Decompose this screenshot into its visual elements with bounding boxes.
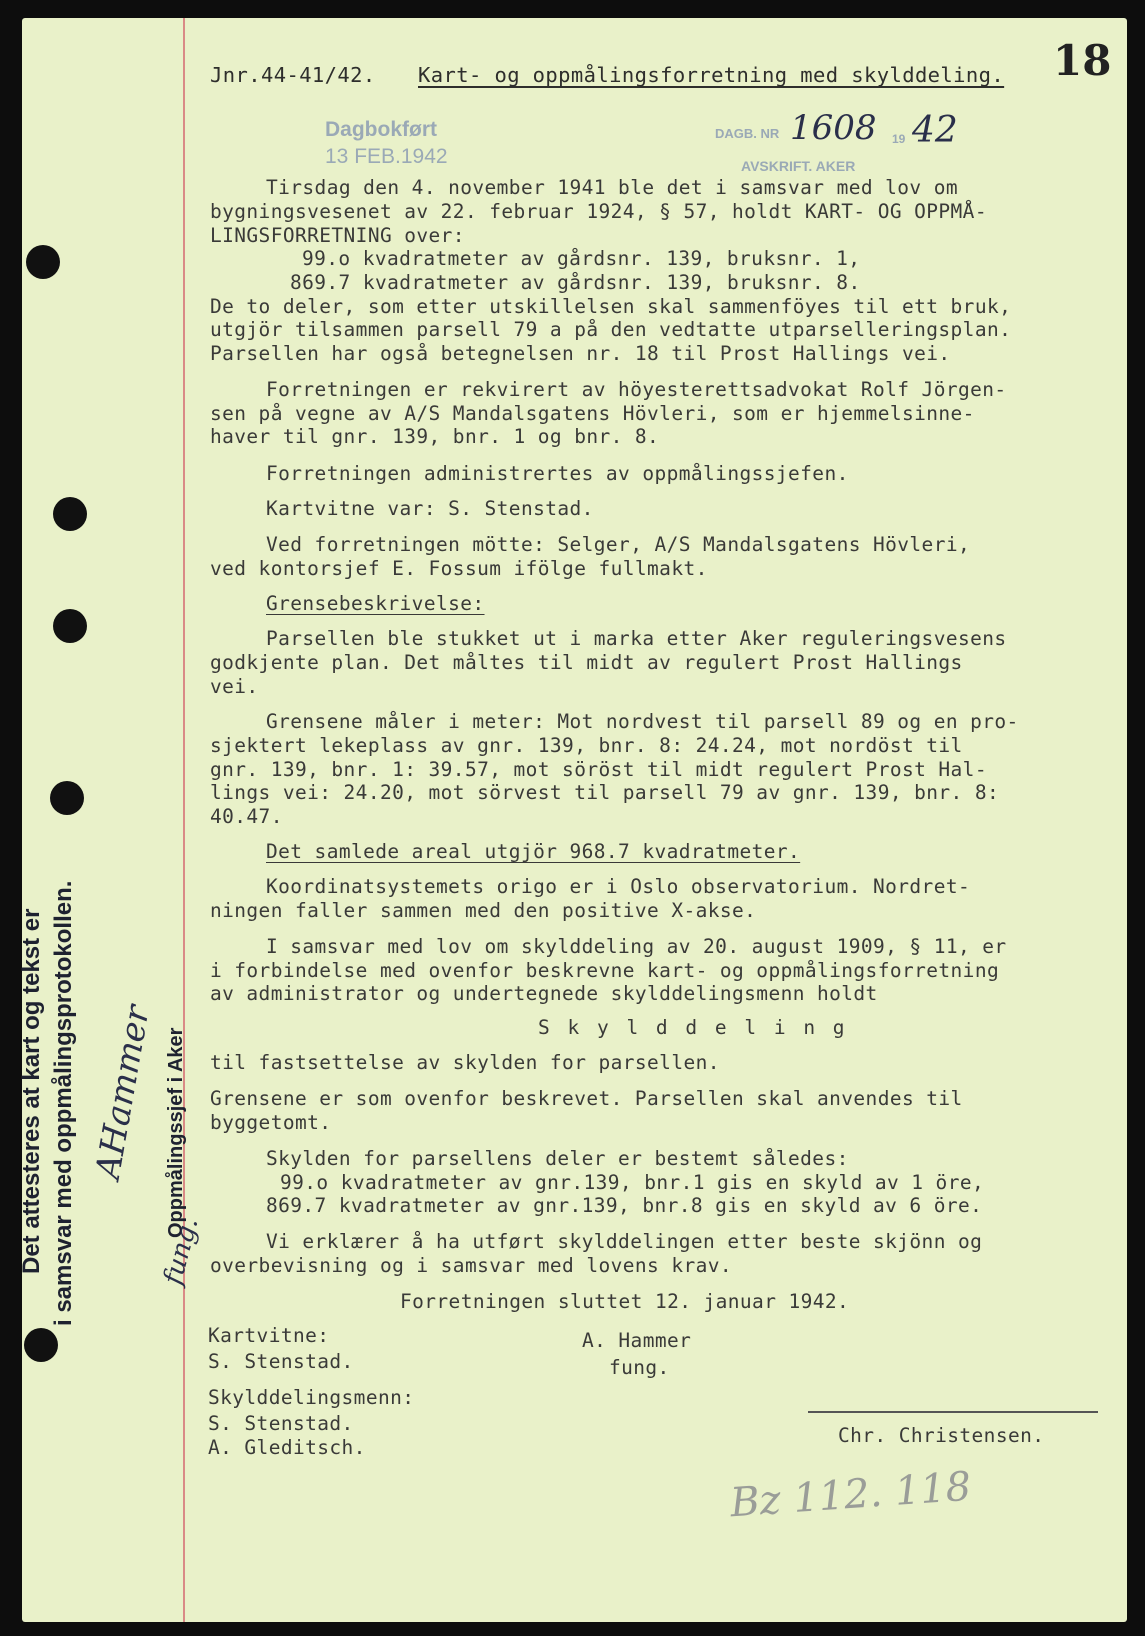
punch-hole bbox=[53, 497, 87, 531]
body-line: overbevisning og i samsvar med lovens krav. bbox=[210, 1254, 733, 1277]
body-line: Skylden for parsellens deler er bestemt således: bbox=[266, 1147, 849, 1170]
body-line: Kartvitne var: S. Stenstad. bbox=[266, 497, 594, 520]
body-line: lings vei: 24.20, mot sörvest til parsell 79 av gnr. 139, bnr. 8: bbox=[210, 781, 1000, 804]
journal-number: Jnr.44-41/42. bbox=[210, 63, 376, 87]
attestation-line-2: i samsvar med oppmålingsprotokollen. bbox=[50, 880, 77, 1326]
hammer-title: fung. bbox=[609, 1356, 670, 1379]
dagb-nr-handwritten: 1608 bbox=[790, 108, 877, 148]
body-line: LINGSFORRETNING over: bbox=[210, 224, 465, 247]
body-line: bygningsvesenet av 22. februar 1924, § 57, holdt KART- OG OPPMÅ- bbox=[210, 200, 987, 223]
dagb-year-label: 19 bbox=[892, 132, 906, 146]
dagb-nr-label: DAGB. NR bbox=[715, 126, 780, 141]
attestation-line-1: Det attesteres at kart og tekst er bbox=[18, 908, 45, 1274]
dagbokfort-date-stamp: 13 FEB.1942 bbox=[325, 145, 448, 168]
body-line: Tirsdag den 4. november 1941 ble det i samsvar med lov om bbox=[266, 176, 958, 199]
body-line: ved kontorsjef E. Fossum ifölge fullmakt. bbox=[210, 557, 708, 580]
skylddeling-heading: S k y l d d e l i n g bbox=[538, 1016, 848, 1039]
body-line: Parsellen ble stukket ut i marka etter Aker reguleringsvesens bbox=[266, 627, 1007, 650]
body-line: 869.7 kvadratmeter av gårdsnr. 139, bruksnr. 8. bbox=[290, 271, 861, 294]
body-line: Ved forretningen mötte: Selger, A/S Mandalsgatens Hövleri, bbox=[266, 533, 971, 556]
body-line: sjektert lekeplass av gnr. 139, bnr. 8: 24.24, mot nordöst til bbox=[210, 734, 963, 757]
body-line: I samsvar med lov om skylddeling av 20. august 1909, § 11, er bbox=[266, 935, 1007, 958]
area-total: Det samlede areal utgjör 968.7 kvadratmeter. bbox=[266, 840, 801, 863]
body-line: Koordinatsystemets origo er i Oslo observatorium. Nordret- bbox=[266, 875, 971, 898]
body-line: haver til gnr. 139, bnr. 1 og bnr. 8. bbox=[210, 425, 660, 448]
hammer-signature: A. Hammer bbox=[582, 1329, 692, 1352]
body-line: 869.7 kvadratmeter av gnr.139, bnr.8 gis en skyld av 6 öre. bbox=[266, 1194, 983, 1217]
kartvitne-label: Kartvitne: bbox=[208, 1324, 330, 1347]
body-line: utgjör tilsammen parsell 79 a på den vedtatte utparselleringsplan. bbox=[210, 318, 1012, 341]
margin-signature: AHammer bbox=[88, 1002, 158, 1182]
body-line: gnr. 139, bnr. 1: 39.57, mot söröst til midt regulert Prost Hal- bbox=[210, 758, 987, 781]
document-title: Kart- og oppmålingsforretning med skylddeling. bbox=[418, 63, 1005, 87]
christensen-signature: Chr. Christensen. bbox=[838, 1424, 1045, 1447]
punch-hole bbox=[24, 1328, 58, 1362]
body-line: sen på vegne av A/S Mandalsgatens Hövleri, som er hjemmelsinne- bbox=[210, 402, 975, 425]
page-number: 18 bbox=[1053, 36, 1112, 85]
body-line: Grensene er som ovenfor beskrevet. Parsellen skal anvendes til bbox=[210, 1087, 963, 1110]
body-line: De to deler, som etter utskillelsen skal sammenföyes til ett bruk, bbox=[210, 295, 1012, 318]
punch-hole bbox=[26, 245, 60, 279]
body-line: 99.o kvadratmeter av gnr.139, bnr.1 gis en skyld av 1 öre, bbox=[280, 1171, 985, 1194]
avskrift-stamp: AVSKRIFT. AKER bbox=[741, 158, 856, 174]
body-line: 40.47. bbox=[210, 805, 283, 828]
skylddelingsmann-name: A. Gleditsch. bbox=[208, 1436, 366, 1459]
oppmalingssjef-stamp: Oppmålingssjef i Aker bbox=[165, 1027, 187, 1238]
body-line: i forbindelse med ovenfor beskrevne kart- og oppmålingsforretning bbox=[210, 959, 1000, 982]
dagbokfort-stamp: Dagbokført bbox=[325, 118, 437, 141]
punch-hole bbox=[50, 781, 84, 815]
kartvitne-name: S. Stenstad. bbox=[208, 1350, 354, 1373]
body-line: Grensene måler i meter: Mot nordvest til parsell 89 og en pro- bbox=[266, 710, 1019, 733]
body-line: Vi erklærer å ha utført skylddelingen etter beste skjönn og bbox=[266, 1230, 983, 1253]
body-line: vei. bbox=[210, 675, 259, 698]
skylddelingsmenn-label: Skylddelingsmenn: bbox=[208, 1386, 415, 1409]
body-line: av administrator og undertegnede skylddelingsmenn holdt bbox=[210, 982, 878, 1005]
body-line: Forretningen er rekvirert av höyesterettsadvokat Rolf Jörgen- bbox=[266, 378, 1007, 401]
margin-rule bbox=[183, 18, 185, 1622]
bottom-reference-handwritten: Bz 112. 118 bbox=[728, 1463, 973, 1527]
section-heading: Grensebeskrivelse: bbox=[266, 592, 485, 615]
body-line: ningen faller sammen med den positive X-akse. bbox=[210, 899, 757, 922]
body-line: byggetomt. bbox=[210, 1111, 332, 1134]
margin-fung-handwritten: fung. bbox=[158, 1214, 205, 1288]
body-line: Parsellen har også betegnelsen nr. 18 til Prost Hallings vei. bbox=[210, 342, 951, 365]
body-line: til fastsettelse av skylden for parsellen. bbox=[210, 1051, 720, 1074]
skylddelingsmann-name: S. Stenstad. bbox=[208, 1412, 354, 1435]
signature-line bbox=[808, 1411, 1098, 1413]
dagb-year-handwritten: 42 bbox=[912, 110, 958, 151]
body-line: godkjente plan. Det måltes til midt av regulert Prost Hallings bbox=[210, 651, 963, 674]
body-line: 99.o kvadratmeter av gårdsnr. 139, bruksnr. 1, bbox=[302, 247, 861, 270]
closing-line: Forretningen sluttet 12. januar 1942. bbox=[400, 1290, 850, 1313]
punch-hole bbox=[53, 609, 87, 643]
body-line: Forretningen administrertes av oppmålingssjefen. bbox=[266, 462, 849, 485]
